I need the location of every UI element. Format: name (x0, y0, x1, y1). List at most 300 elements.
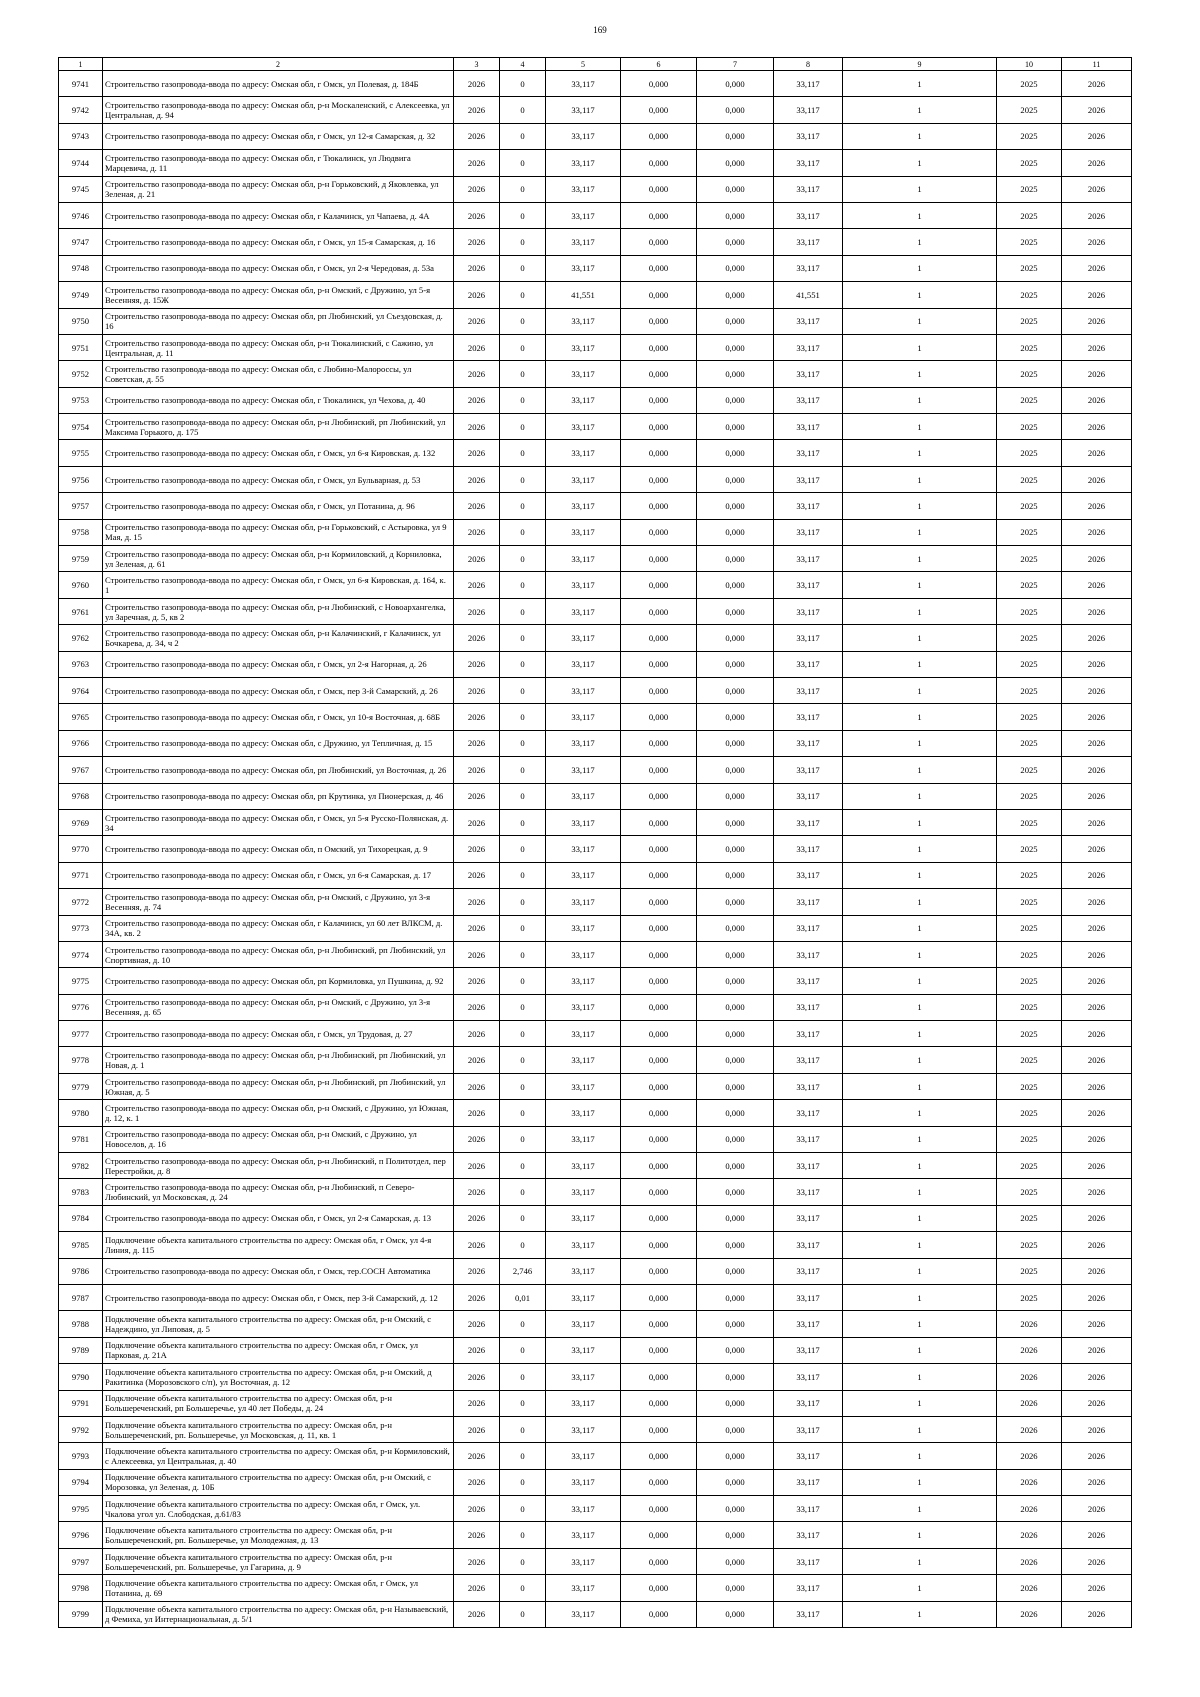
table-row (59, 730, 1132, 756)
value-col8-cell: 33,117 (774, 1337, 843, 1363)
quantity-cell: 1 (843, 229, 997, 255)
value-col8-cell: 33,117 (774, 1364, 843, 1390)
start-year-cell: 2025 (997, 625, 1062, 651)
description-cell: Строительство газопровода-ввода по адресу: Омская обл, г Омск, ул 12-я Самарская, д. 32 (103, 123, 454, 149)
table-row (59, 677, 1132, 703)
year-cell: 2026 (454, 176, 500, 202)
end-year-cell: 2026 (1062, 123, 1132, 149)
value-col8-cell: 33,117 (774, 361, 843, 387)
value-col5-cell: 33,117 (546, 255, 621, 281)
row-number-cell: 9747 (59, 229, 103, 255)
value-col5-cell: 33,117 (546, 1232, 621, 1258)
end-year-cell: 2026 (1062, 176, 1132, 202)
value-col8-cell: 33,117 (774, 440, 843, 466)
description-cell: Строительство газопровода-ввода по адресу: Омская обл, г Омск, ул 2-я Нагорная, д. 26 (103, 651, 454, 677)
row-number-cell: 9746 (59, 202, 103, 228)
table-row (59, 1021, 1132, 1047)
description-cell: Строительство газопровода-ввода по адресу: Омская обл, р-н Любинский, рп Любинский, ул Южная, д. 5 (103, 1073, 454, 1099)
quantity-cell: 1 (843, 572, 997, 598)
start-year-cell: 2025 (997, 387, 1062, 413)
start-year-cell: 2025 (997, 334, 1062, 360)
quantity-cell: 1 (843, 1047, 997, 1073)
year-cell: 2026 (454, 123, 500, 149)
start-year-cell: 2025 (997, 889, 1062, 915)
value-col4-cell: 0 (500, 1601, 546, 1627)
description-cell: Строительство газопровода-ввода по адресу: Омская обл, с Дружино, ул Тепличная, д. 15 (103, 730, 454, 756)
year-cell: 2026 (454, 598, 500, 624)
description-cell: Подключение объекта капитального строительства по адресу: Омская обл, р-н Омский, с Морозовка, ул Зеленая, д. 10Б (103, 1469, 454, 1495)
year-cell: 2026 (454, 836, 500, 862)
row-number-cell: 9778 (59, 1047, 103, 1073)
quantity-cell: 1 (843, 915, 997, 941)
value-col6-cell: 0,000 (621, 1548, 697, 1574)
value-col7-cell: 0,000 (697, 625, 774, 651)
year-cell: 2026 (454, 1311, 500, 1337)
value-col8-cell: 33,117 (774, 1548, 843, 1574)
value-col4-cell: 0 (500, 282, 546, 308)
value-col8-cell: 33,117 (774, 1416, 843, 1442)
value-col4-cell: 0 (500, 1100, 546, 1126)
value-col6-cell: 0,000 (621, 71, 697, 97)
value-col7-cell: 0,000 (697, 1100, 774, 1126)
value-col4-cell: 0 (500, 704, 546, 730)
value-col4-cell: 0 (500, 1205, 546, 1231)
quantity-cell: 1 (843, 308, 997, 334)
description-cell: Строительство газопровода-ввода по адресу: Омская обл, г Омск, ул 2-я Самарская, д. 13 (103, 1205, 454, 1231)
start-year-cell: 2025 (997, 1179, 1062, 1205)
start-year-cell: 2026 (997, 1311, 1062, 1337)
value-col5-cell: 33,117 (546, 730, 621, 756)
value-col4-cell: 0 (500, 546, 546, 572)
value-col8-cell: 33,117 (774, 1469, 843, 1495)
row-number-cell: 9767 (59, 757, 103, 783)
value-col5-cell: 33,117 (546, 414, 621, 440)
end-year-cell: 2026 (1062, 1416, 1132, 1442)
quantity-cell: 1 (843, 1153, 997, 1179)
value-col5-cell: 33,117 (546, 915, 621, 941)
end-year-cell: 2026 (1062, 308, 1132, 334)
start-year-cell: 2025 (997, 1073, 1062, 1099)
value-col7-cell: 0,000 (697, 1126, 774, 1152)
value-col4-cell: 0 (500, 809, 546, 835)
value-col7-cell: 0,000 (697, 493, 774, 519)
year-cell: 2026 (454, 1469, 500, 1495)
value-col7-cell: 0,000 (697, 598, 774, 624)
value-col8-cell: 33,117 (774, 493, 843, 519)
value-col7-cell: 0,000 (697, 889, 774, 915)
table-row (59, 994, 1132, 1020)
row-number-cell: 9779 (59, 1073, 103, 1099)
value-col5-cell: 33,117 (546, 1047, 621, 1073)
year-cell: 2026 (454, 1364, 500, 1390)
value-col8-cell: 33,117 (774, 150, 843, 176)
end-year-cell: 2026 (1062, 889, 1132, 915)
row-number-cell: 9793 (59, 1443, 103, 1469)
year-cell: 2026 (454, 1390, 500, 1416)
value-col7-cell: 0,000 (697, 97, 774, 123)
value-col4-cell: 0 (500, 440, 546, 466)
value-col5-cell: 33,117 (546, 836, 621, 862)
value-col8-cell: 33,117 (774, 625, 843, 651)
quantity-cell: 1 (843, 809, 997, 835)
value-col8-cell: 33,117 (774, 809, 843, 835)
year-cell: 2026 (454, 229, 500, 255)
value-col4-cell: 0 (500, 176, 546, 202)
end-year-cell: 2026 (1062, 414, 1132, 440)
end-year-cell: 2026 (1062, 757, 1132, 783)
quantity-cell: 1 (843, 361, 997, 387)
table-row (59, 202, 1132, 228)
row-number-cell: 9787 (59, 1284, 103, 1310)
end-year-cell: 2026 (1062, 651, 1132, 677)
value-col5-cell: 33,117 (546, 1153, 621, 1179)
row-number-cell: 9743 (59, 123, 103, 149)
value-col7-cell: 0,000 (697, 1469, 774, 1495)
description-cell: Строительство газопровода-ввода по адресу: Омская обл, р-н Любинский, рп Любинский, ул Максима Горького, д. 175 (103, 414, 454, 440)
value-col6-cell: 0,000 (621, 150, 697, 176)
year-cell: 2026 (454, 1232, 500, 1258)
value-col4-cell: 0 (500, 862, 546, 888)
year-cell: 2026 (454, 361, 500, 387)
row-number-cell: 9799 (59, 1601, 103, 1627)
row-number-cell: 9741 (59, 71, 103, 97)
value-col4-cell: 0 (500, 361, 546, 387)
value-col5-cell: 33,117 (546, 1496, 621, 1522)
value-col4-cell: 0 (500, 1021, 546, 1047)
value-col6-cell: 0,000 (621, 1522, 697, 1548)
table-row (59, 836, 1132, 862)
value-col4-cell: 0 (500, 493, 546, 519)
start-year-cell: 2025 (997, 651, 1062, 677)
year-cell: 2026 (454, 387, 500, 413)
end-year-cell: 2026 (1062, 1179, 1132, 1205)
start-year-cell: 2026 (997, 1390, 1062, 1416)
row-number-cell: 9796 (59, 1522, 103, 1548)
value-col5-cell: 33,117 (546, 150, 621, 176)
quantity-cell: 1 (843, 1364, 997, 1390)
table-row (59, 387, 1132, 413)
quantity-cell: 1 (843, 1205, 997, 1231)
value-col6-cell: 0,000 (621, 1390, 697, 1416)
value-col6-cell: 0,000 (621, 466, 697, 492)
value-col6-cell: 0,000 (621, 1073, 697, 1099)
value-col6-cell: 0,000 (621, 1100, 697, 1126)
value-col7-cell: 0,000 (697, 546, 774, 572)
table-row (59, 1311, 1132, 1337)
value-col7-cell: 0,000 (697, 1021, 774, 1047)
value-col5-cell: 33,117 (546, 1100, 621, 1126)
year-cell: 2026 (454, 71, 500, 97)
year-cell: 2026 (454, 308, 500, 334)
value-col5-cell: 33,117 (546, 71, 621, 97)
row-number-cell: 9782 (59, 1153, 103, 1179)
value-col8-cell: 33,117 (774, 994, 843, 1020)
value-col6-cell: 0,000 (621, 968, 697, 994)
description-cell: Строительство газопровода-ввода по адресу: Омская обл, г Омск, ул 15-я Самарская, д. 16 (103, 229, 454, 255)
description-cell: Строительство газопровода-ввода по адресу: Омская обл, г Тюкалинск, ул Людвига Марцевича, д. 11 (103, 150, 454, 176)
column-header: 11 (1062, 58, 1132, 71)
quantity-cell: 1 (843, 202, 997, 228)
start-year-cell: 2025 (997, 598, 1062, 624)
end-year-cell: 2026 (1062, 1126, 1132, 1152)
value-col7-cell: 0,000 (697, 387, 774, 413)
value-col4-cell: 0 (500, 1073, 546, 1099)
year-cell: 2026 (454, 968, 500, 994)
start-year-cell: 2025 (997, 572, 1062, 598)
description-cell: Подключение объекта капитального строительства по адресу: Омская обл, г Омск, ул 4-я Линия, д. 115 (103, 1232, 454, 1258)
value-col6-cell: 0,000 (621, 941, 697, 967)
value-col6-cell: 0,000 (621, 176, 697, 202)
quantity-cell: 1 (843, 968, 997, 994)
value-col8-cell: 33,117 (774, 941, 843, 967)
value-col7-cell: 0,000 (697, 1548, 774, 1574)
table-row (59, 1073, 1132, 1099)
year-cell: 2026 (454, 1416, 500, 1442)
description-cell: Строительство газопровода-ввода по адресу: Омская обл, г Омск, пер 3-й Самарский, д. 12 (103, 1284, 454, 1310)
start-year-cell: 2025 (997, 1021, 1062, 1047)
description-cell: Строительство газопровода-ввода по адресу: Омская обл, рп Кормиловка, ул Пушкина, д. 92 (103, 968, 454, 994)
year-cell: 2026 (454, 1153, 500, 1179)
value-col6-cell: 0,000 (621, 915, 697, 941)
value-col6-cell: 0,000 (621, 1337, 697, 1363)
value-col8-cell: 33,117 (774, 202, 843, 228)
value-col8-cell: 33,117 (774, 308, 843, 334)
year-cell: 2026 (454, 1179, 500, 1205)
table-row (59, 71, 1132, 97)
table-row (59, 1284, 1132, 1310)
start-year-cell: 2025 (997, 915, 1062, 941)
value-col7-cell: 0,000 (697, 440, 774, 466)
year-cell: 2026 (454, 1021, 500, 1047)
description-cell: Подключение объекта капитального строительства по адресу: Омская обл, г Омск, ул Парковая, д. 21А (103, 1337, 454, 1363)
table-header (59, 58, 1132, 71)
value-col7-cell: 0,000 (697, 255, 774, 281)
end-year-cell: 2026 (1062, 862, 1132, 888)
year-cell: 2026 (454, 466, 500, 492)
table-row (59, 1390, 1132, 1416)
value-col7-cell: 0,000 (697, 1205, 774, 1231)
start-year-cell: 2025 (997, 704, 1062, 730)
year-cell: 2026 (454, 889, 500, 915)
description-cell: Строительство газопровода-ввода по адресу: Омская обл, рп Крутинка, ул Пионерская, д. 46 (103, 783, 454, 809)
year-cell: 2026 (454, 334, 500, 360)
start-year-cell: 2025 (997, 1205, 1062, 1231)
value-col5-cell: 33,117 (546, 1469, 621, 1495)
value-col8-cell: 33,117 (774, 1179, 843, 1205)
row-number-cell: 9761 (59, 598, 103, 624)
description-cell: Подключение объекта капитального строительства по адресу: Омская обл, р-н Большереченский, рп Большеречье, ул 40 лет Победы, д. 24 (103, 1390, 454, 1416)
value-col5-cell: 33,117 (546, 466, 621, 492)
value-col6-cell: 0,000 (621, 387, 697, 413)
value-col5-cell: 33,117 (546, 176, 621, 202)
value-col7-cell: 0,000 (697, 1311, 774, 1337)
end-year-cell: 2026 (1062, 282, 1132, 308)
value-col8-cell: 33,117 (774, 519, 843, 545)
value-col6-cell: 0,000 (621, 809, 697, 835)
value-col6-cell: 0,000 (621, 97, 697, 123)
description-cell: Строительство газопровода-ввода по адресу: Омская обл, г Омск, ул Полевая, д. 184Б (103, 71, 454, 97)
year-cell: 2026 (454, 730, 500, 756)
value-col6-cell: 0,000 (621, 862, 697, 888)
column-header: 10 (997, 58, 1062, 71)
value-col8-cell: 33,117 (774, 1021, 843, 1047)
end-year-cell: 2026 (1062, 466, 1132, 492)
year-cell: 2026 (454, 1575, 500, 1601)
value-col6-cell: 0,000 (621, 123, 697, 149)
value-col4-cell: 0 (500, 466, 546, 492)
value-col4-cell: 2,746 (500, 1258, 546, 1284)
value-col5-cell: 33,117 (546, 598, 621, 624)
row-number-cell: 9797 (59, 1548, 103, 1574)
value-col8-cell: 33,117 (774, 176, 843, 202)
description-cell: Строительство газопровода-ввода по адресу: Омская обл, г Омск, пер 3-й Самарский, д. 26 (103, 677, 454, 703)
value-col5-cell: 33,117 (546, 1575, 621, 1601)
value-col8-cell: 33,117 (774, 1232, 843, 1258)
row-number-cell: 9789 (59, 1337, 103, 1363)
row-number-cell: 9764 (59, 677, 103, 703)
end-year-cell: 2026 (1062, 1390, 1132, 1416)
value-col5-cell: 33,117 (546, 1258, 621, 1284)
table-row (59, 598, 1132, 624)
value-col6-cell: 0,000 (621, 334, 697, 360)
end-year-cell: 2026 (1062, 783, 1132, 809)
value-col4-cell: 0 (500, 1496, 546, 1522)
table-row (59, 334, 1132, 360)
value-col7-cell: 0,000 (697, 915, 774, 941)
value-col8-cell: 33,117 (774, 677, 843, 703)
year-cell: 2026 (454, 862, 500, 888)
end-year-cell: 2026 (1062, 809, 1132, 835)
start-year-cell: 2025 (997, 809, 1062, 835)
value-col7-cell: 0,000 (697, 229, 774, 255)
quantity-cell: 1 (843, 519, 997, 545)
table-row (59, 255, 1132, 281)
value-col7-cell: 0,000 (697, 1416, 774, 1442)
value-col6-cell: 0,000 (621, 598, 697, 624)
row-number-cell: 9744 (59, 150, 103, 176)
description-cell: Строительство газопровода-ввода по адресу: Омская обл, г Омск, ул 6-я Самарская, д. 17 (103, 862, 454, 888)
end-year-cell: 2026 (1062, 1364, 1132, 1390)
end-year-cell: 2026 (1062, 941, 1132, 967)
value-col6-cell: 0,000 (621, 282, 697, 308)
value-col7-cell: 0,000 (697, 1232, 774, 1258)
value-col7-cell: 0,000 (697, 677, 774, 703)
row-number-cell: 9763 (59, 651, 103, 677)
table-row (59, 123, 1132, 149)
value-col8-cell: 33,117 (774, 572, 843, 598)
value-col7-cell: 0,000 (697, 1575, 774, 1601)
start-year-cell: 2026 (997, 1548, 1062, 1574)
start-year-cell: 2026 (997, 1416, 1062, 1442)
row-number-cell: 9770 (59, 836, 103, 862)
year-cell: 2026 (454, 1337, 500, 1363)
value-col7-cell: 0,000 (697, 704, 774, 730)
description-cell: Строительство газопровода-ввода по адресу: Омская обл, г Омск, тер.СОСН Автоматика (103, 1258, 454, 1284)
year-cell: 2026 (454, 546, 500, 572)
value-col5-cell: 33,117 (546, 968, 621, 994)
description-cell: Строительство газопровода-ввода по адресу: Омская обл, р-н Омский, с Дружино, ул Новоселов, д. 16 (103, 1126, 454, 1152)
value-col5-cell: 33,117 (546, 1284, 621, 1310)
table-row (59, 440, 1132, 466)
year-cell: 2026 (454, 440, 500, 466)
quantity-cell: 1 (843, 730, 997, 756)
value-col4-cell: 0 (500, 1153, 546, 1179)
row-number-cell: 9766 (59, 730, 103, 756)
value-col6-cell: 0,000 (621, 757, 697, 783)
year-cell: 2026 (454, 809, 500, 835)
year-cell: 2026 (454, 1047, 500, 1073)
table-row (59, 809, 1132, 835)
quantity-cell: 1 (843, 493, 997, 519)
table-row (59, 150, 1132, 176)
value-col5-cell: 33,117 (546, 809, 621, 835)
start-year-cell: 2025 (997, 757, 1062, 783)
value-col7-cell: 0,000 (697, 123, 774, 149)
value-col6-cell: 0,000 (621, 889, 697, 915)
end-year-cell: 2026 (1062, 71, 1132, 97)
value-col6-cell: 0,000 (621, 1601, 697, 1627)
value-col4-cell: 0 (500, 1311, 546, 1337)
end-year-cell: 2026 (1062, 1443, 1132, 1469)
description-cell: Строительство газопровода-ввода по адресу: Омская обл, рп Любинский, ул Съездовская, д. 16 (103, 308, 454, 334)
end-year-cell: 2026 (1062, 1153, 1132, 1179)
value-col4-cell: 0 (500, 1337, 546, 1363)
value-col8-cell: 33,117 (774, 704, 843, 730)
value-col6-cell: 0,000 (621, 1179, 697, 1205)
year-cell: 2026 (454, 704, 500, 730)
page-number: 169 (593, 25, 607, 35)
value-col5-cell: 33,117 (546, 97, 621, 123)
value-col5-cell: 33,117 (546, 1522, 621, 1548)
value-col5-cell: 33,117 (546, 651, 621, 677)
quantity-cell: 1 (843, 97, 997, 123)
value-col5-cell: 33,117 (546, 1311, 621, 1337)
data-table (58, 57, 1132, 1628)
value-col7-cell: 0,000 (697, 150, 774, 176)
description-cell: Строительство газопровода-ввода по адресу: Омская обл, рп Любинский, ул Восточная, д. 26 (103, 757, 454, 783)
description-cell: Строительство газопровода-ввода по адресу: Омская обл, р-н Омский, с Дружино, ул 3-я Весенняя, д. 65 (103, 994, 454, 1020)
column-header: 5 (546, 58, 621, 71)
quantity-cell: 1 (843, 1337, 997, 1363)
start-year-cell: 2025 (997, 1100, 1062, 1126)
table-row (59, 651, 1132, 677)
end-year-cell: 2026 (1062, 1205, 1132, 1231)
end-year-cell: 2026 (1062, 546, 1132, 572)
end-year-cell: 2026 (1062, 1548, 1132, 1574)
description-cell: Строительство газопровода-ввода по адресу: Омская обл, р-н Москаленский, с Алексеевка, ул Центральная, д. 94 (103, 97, 454, 123)
table-row (59, 572, 1132, 598)
row-number-cell: 9762 (59, 625, 103, 651)
value-col8-cell: 33,117 (774, 255, 843, 281)
column-header: 7 (697, 58, 774, 71)
value-col6-cell: 0,000 (621, 1496, 697, 1522)
table-row (59, 1496, 1132, 1522)
row-number-cell: 9756 (59, 466, 103, 492)
header-row (59, 58, 1132, 71)
value-col7-cell: 0,000 (697, 519, 774, 545)
row-number-cell: 9751 (59, 334, 103, 360)
value-col6-cell: 0,000 (621, 704, 697, 730)
value-col4-cell: 0 (500, 387, 546, 413)
start-year-cell: 2026 (997, 1601, 1062, 1627)
description-cell: Строительство газопровода-ввода по адресу: Омская обл, г Омск, ул 10-я Восточная, д. 68Б (103, 704, 454, 730)
table-row (59, 361, 1132, 387)
quantity-cell: 1 (843, 836, 997, 862)
year-cell: 2026 (454, 783, 500, 809)
year-cell: 2026 (454, 757, 500, 783)
value-col5-cell: 33,117 (546, 704, 621, 730)
table-row (59, 1364, 1132, 1390)
